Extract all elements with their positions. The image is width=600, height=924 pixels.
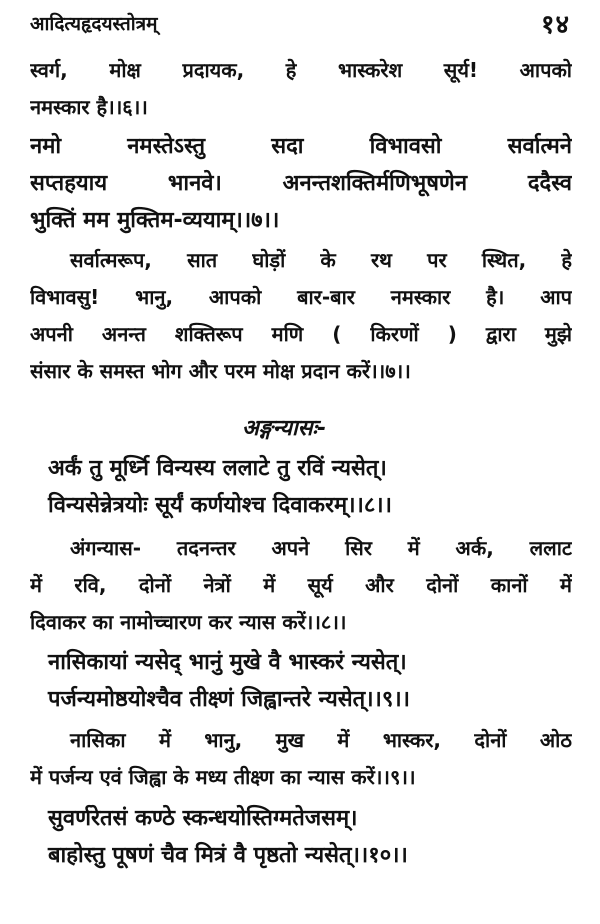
verse-line: नासिकायां न्यसेद् भानुं मुखे वै भास्करं न्यसेत्।	[48, 650, 407, 675]
text-line: में रवि, दोनों नेत्रों में सूर्य और दोनों कानों में	[30, 573, 572, 597]
text-line: दिवाकर का नामोच्चारण कर न्यास करें।।८।।	[30, 610, 347, 634]
verse-10	[30, 800, 572, 874]
section-heading	[30, 410, 572, 447]
verse-line: सप्तहयाय भानवे। अनन्तशक्तिर्मणिभूषणेन ददैस्व	[30, 171, 572, 196]
verse-8	[30, 450, 572, 524]
page-header	[30, 6, 570, 40]
text-line: अपनी अनन्त शक्तिरूप मणि ( किरणों ) द्वारा मुझे	[30, 322, 572, 346]
translation-8	[30, 530, 572, 641]
text-line: अंगन्यास- तदनन्तर अपने सिर में अर्क, ललाट	[70, 536, 572, 560]
verse-line: नमो नमस्तेऽस्तु सदा विभावसो सर्वात्मने	[30, 134, 572, 159]
verse-line: सुवर्णरेतसं कण्ठे स्कन्धयोस्तिग्मतेजसम्।	[48, 806, 358, 831]
running-title: आदित्यहृदयस्तोत्रम्	[30, 13, 158, 35]
text-line: नमस्कार है।।६।।	[30, 95, 148, 119]
translation-7	[30, 242, 572, 390]
verse-line: विन्यसेन्नेत्रयोः सूर्यं कर्णयोश्च दिवाकरम्।।८।।	[48, 493, 392, 518]
text-line: स्वर्ग, मोक्ष प्रदायक, हे भास्करेश सूर्य! आपको	[30, 58, 572, 82]
verse-7	[30, 128, 572, 239]
translation-6	[30, 52, 572, 126]
text-line: सर्वात्मरूप, सात घोड़ों के रथ पर स्थित, हे	[70, 248, 572, 272]
page-number: १४	[540, 10, 570, 40]
verse-line: अर्कं तु मूर्ध्नि विन्यस्य ललाटे तु रविं न्यसेत्।	[48, 456, 387, 481]
translation-9	[30, 722, 572, 796]
anganyasa-heading: अङ्गन्यासः-	[242, 416, 327, 441]
verse-line: पर्जन्यमोष्ठयोश्चैव तीक्ष्णं जिह्वान्तरे न्यसेत्।।९।।	[48, 687, 410, 712]
verse-line: भुक्तिं मम मुक्तिम-व्ययाम्।।७।।	[30, 208, 280, 233]
text-line: संसार के समस्त भोग और परम मोक्ष प्रदान करें।।७।।	[30, 359, 411, 383]
verse-9	[30, 644, 572, 718]
text-line: नासिका में भानु, मुख में भास्कर, दोनों ओठ	[70, 728, 572, 752]
text-line: विभावसु! भानु, आपको बार-बार नमस्कार है। आप	[30, 285, 572, 309]
verse-line: बाहोस्तु पूषणं चैव मित्रं वै पृष्ठतो न्यसेत्।।१०।।	[48, 843, 408, 868]
text-line: में पर्जन्य एवं जिह्वा के मध्य तीक्ष्ण का न्यास करें।।९।।	[30, 765, 416, 789]
